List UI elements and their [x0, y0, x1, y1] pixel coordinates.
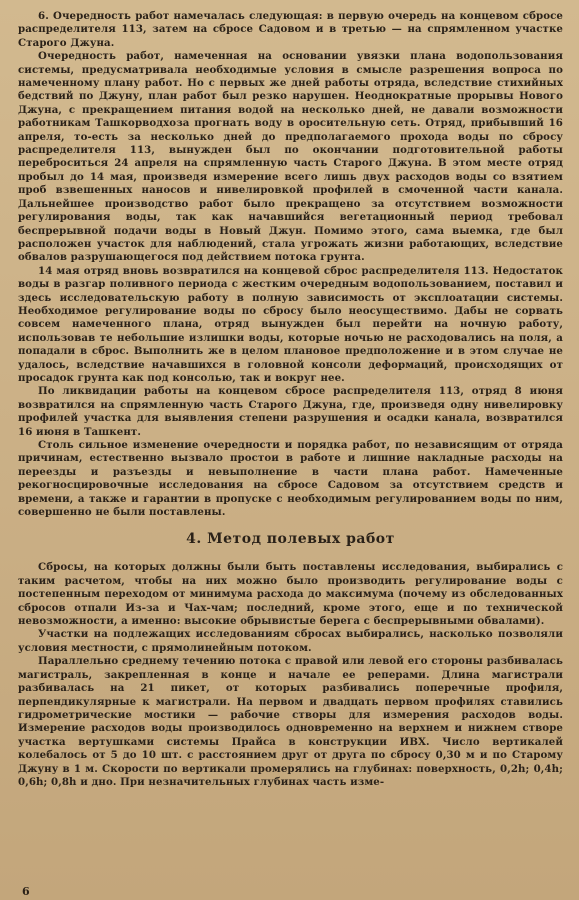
section-bottom [18, 561, 563, 789]
paragraph: Столь сильное изменение очередности и порядка работ, по независящим от отряда причинам, естественно вызвало простои в работе и лишние накладные расходы на переезды и разъезды и невыполнение в части плана работ. Намеченные рекогносцировочные исследования на сбросе Садовом за отсутствием средств и времени, а также и гарантии в пропуске с необходимым регулированием воды по ним, совершенно не были поставлены. [18, 439, 563, 519]
section-heading: 4. Метод полевых работ [186, 531, 395, 548]
paragraph: 14 мая отряд вновь возвратился на концевой сброс распределителя 113. Недостаток воды в разгар поливного периода с жестким очередным водопользованием, поставил и здесь исследовательскую работу в полную зависимость от эксплоатации системы. Необходимое регулирование воды по сбросу было неосуществимо. Дабы не сорвать совсем намеченного плана, отряд вынужден был перейти на ночную работу, использовав те небольшие излишки воды, которые ночью не расходовались на поля, а попадали в сброс. Выполнить же в целом плановое предположение и в этом случае не удалось, вследствие начавшихся в головной консоли деформаций, происходящих от просадок грунта как под консолью, так и вокруг нее. [18, 264, 563, 384]
paragraph: Очередность работ, намеченная на основании увязки плана водопользования системы, предусматривала необходимые условия в смысле разрешения вопроса по намеченному плану работ. Но с первых же дней работы отряда, вследствие стихийных бедствий по Джуну, план работ был резко нарушен. Неоднократные прорывы Нового Джуна, с прекращением питания водой на несколько дней, не давали возможности работникам Ташкорводхоза прогнать воду в оросительную сеть. Отряд, прибывший 16 апреля, то-есть за несколько дней до предполагаемого прохода воды по сбросу распределителя 113, вынужден был по окончании подготовительной работы переброситься 24 апреля на спрямленную часть Старого Джуна. В этом месте отряд пробыл до 14 мая, произведя измерение всего лишь двух расходов воды со взятием проб взвешенных наносов и нивелировкой профилей в смоченной части канала. Дальнейшее производство работ было прекращено за отсутствием возможности регулирования воды, так как начавшийся вегетационный период требовал беспрерывной подачи воды в Новый Джун. Помимо этого, сама выемка, где был расположен участок для наблюдений, стала угрожать жизни работающих, вследствие обвалов разрушающегося под действием потока грунта. [18, 50, 563, 264]
page-number: 6 [22, 885, 30, 898]
section-top [18, 10, 563, 519]
paragraph: 6. Очередность работ намечалась следующая: в первую очередь на концевом сбросе распределителя 113, затем на сбросе Садовом и в третью — на спрямленном участке Старого Джуна. [18, 10, 563, 49]
paragraph: Сбросы, на которых должны были быть поставлены исследования, выбирались с таким расчетом, чтобы на них можно было производить регулирование воды с постепенным переходом от минимума расхода до максимума (почему из обследованных сбросов отпали Из-за и Чах-чам; последний, кроме этого, еще и по технической невозможности, а именно: высокие обрывистые берега с беспрерывными обвалами). [18, 561, 563, 628]
paragraph: Параллельно среднему течению потока с правой или левой его стороны разбивалась магистраль, закрепленная в конце и начале ее реперами. Длина магистрали разбивалась на 21 пикет, от которых разбивались поперечные профиля, перпендикулярные к магистрали. На первом и двадцать первом профилях ставились гидрометрические мостики — рабочие створы для измерения расходов воды. Измерение расходов воды производилось одновременно на верхнем и нижнем створе участка вертушками системы Прайса в конструкции ИВХ. Число вертикалей колебалось от 5 до 10 шт. с расстоянием друг от друга по сбросу 0,30 м и по Старому Джуну в 1 м. Скорости по вертикали промерялись на глубинах: поверхность, 0,2h; 0,4h; 0,6h; 0,8h и дно. При незначительных глубинах часть изме- [18, 655, 563, 788]
paragraph: По ликвидации работы на концевом сбросе распределителя 113, отряд 8 июня возвратился на спрямленную часть Старого Джуна, где, произведя одну нивелировку профилей участка для выявления степени разрушения и осадки канала, возвратился 16 июня в Ташкент. [18, 385, 563, 438]
paragraph: Участки на подлежащих исследованиям сбросах выбирались, насколько позволяли условия местности, с прямолинейным потоком. [18, 628, 563, 654]
